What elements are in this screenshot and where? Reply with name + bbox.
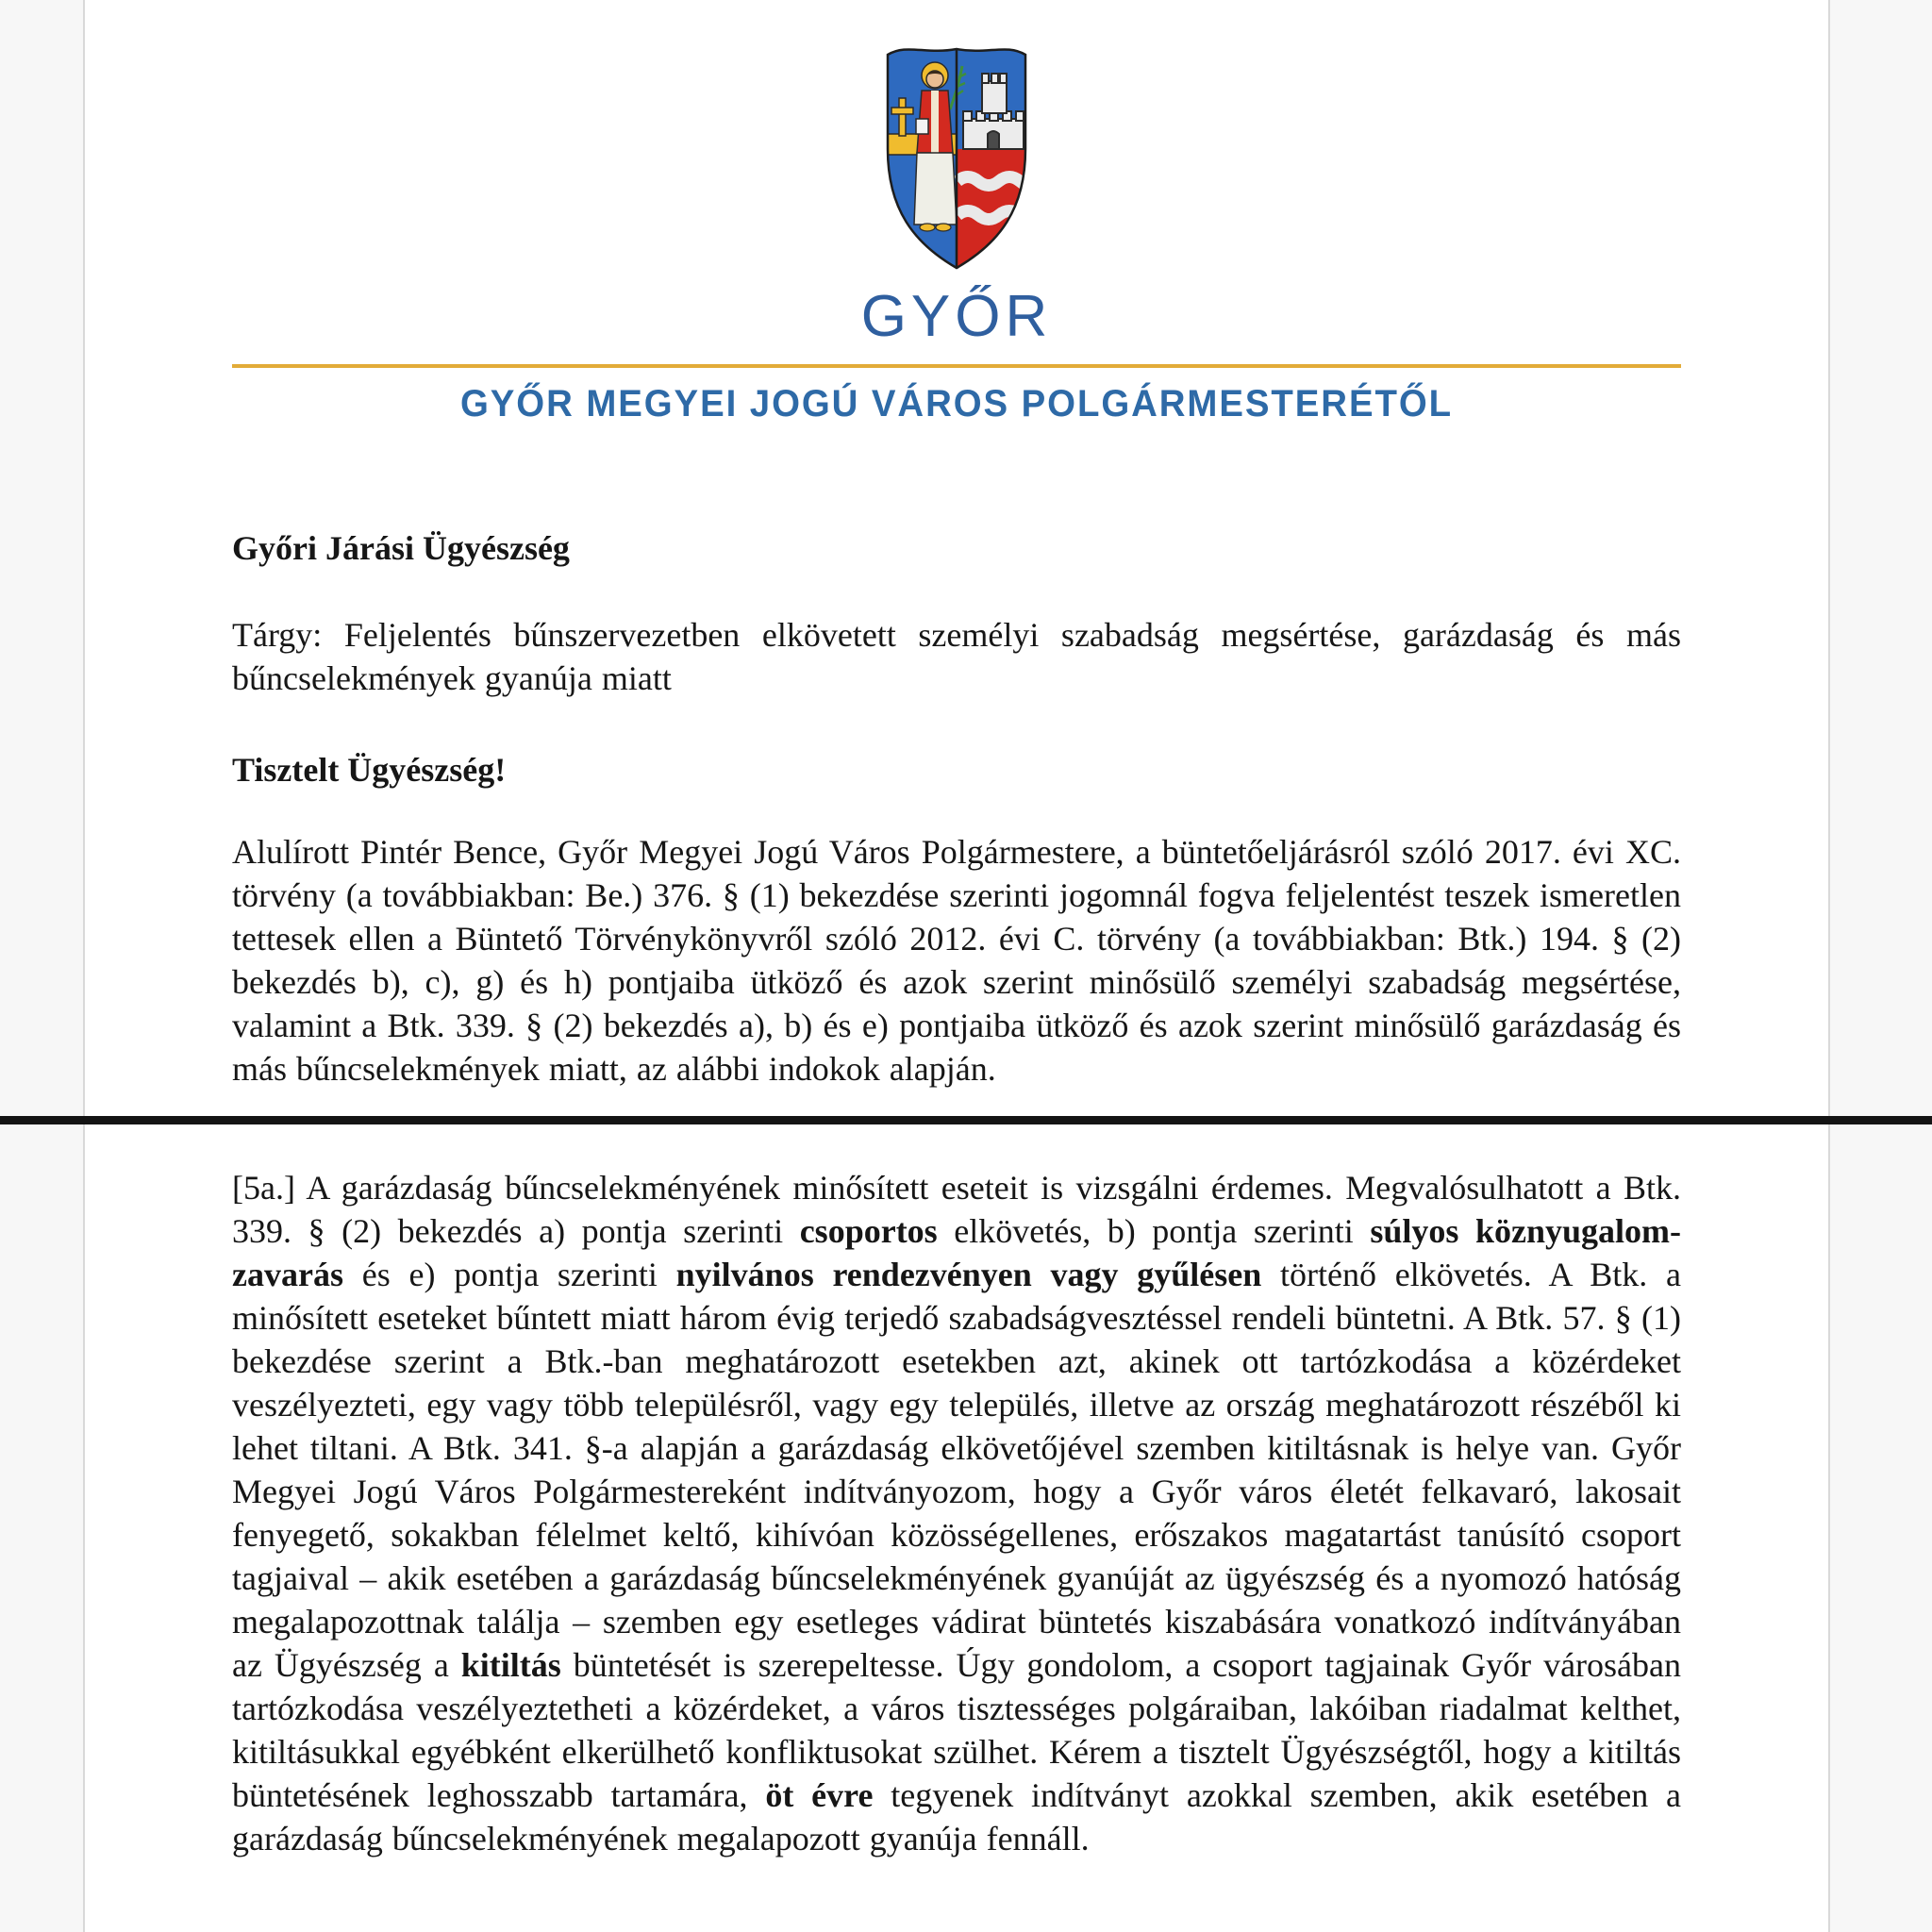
office-title: GYŐR MEGYEI JOGÚ VÁROS POLGÁRMESTERÉTŐL [459,383,1454,425]
gyor-coat-of-arms-icon [232,38,1681,278]
page-2 [83,1124,1830,1932]
salutation-line: Tisztelt Ügyészség! [232,751,507,789]
city-wordmark: GYŐR [860,284,1053,349]
subject-line: Tárgy: Feljelentés bűnszervezetben elkövetett személyi szabadság megsértése, garázdaság és más bűncselekmények gyanúja miatt [232,616,1681,697]
page-1 [83,0,1830,1116]
gold-divider [232,364,1681,368]
letter-paragraph-1: Alulírott Pintér Bence, Győr Megyei Jogú Város Polgármestere, a büntetőeljárásról szóló 2017. évi XC. törvény (a továbbiakban: Be.) 376. § (1) bekezdése szerinti jogomnál fogva feljelentést teszek ismeretlen tettesek ellen a Büntető Törvénykönyvről szóló 2012. évi C. törvény (a továbbiakban: Btk.) 194. § (2) bekezdés b), c), g) és h) pontjaiba ütköző és azok szerint minősülő személyi szabadság megsértése, valamint a Btk. 339. § (2) bekezdés a), b) és e) pontjaiba ütköző és azok szerint minősülő garázdaság és más bűncselekmények miatt, az alábbi indokok alapján. [232,833,1681,1088]
page-break-line [0,1116,1932,1124]
letter-paragraph-5a: [5a.] A garázdaság bűncselekményének minősített eseteit is vizsgálni érdemes. Megvalósulhatott a Btk. 339. § (2) bekezdés a) pontja szerinti csoportos elkövetés, b) pontja szerinti súlyos köznyugalom-zavarás és e) pontja szerinti nyilvános rendezvényen vagy gyűlésen történő elkövetés. A Btk. a minősített eseteket bűntett miatt három évig terjedő szabadságvesztéssel rendeli büntetni. A Btk. 57. § (1) bekezdése szerint a Btk.-ban meghatározott esetekben azt, akinek ott tartózkodása a közérdeket veszélyezteti, egy vagy több településről, vagy egy település, illetve az ország meghatározott részéből ki lehet tiltani. A Btk. 341. §-a alapján a garázdaság elkövetőjével szemben kitiltásnak is helye van. Győr Megyei Jogú Város Polgármestereként indítványozom, hogy a Győr város életét felkavaró, lakosait fenyegető, sokakban félelmet keltő, kihívóan közösségellenes, erőszakos magatartást tanúsító csoport tagjaival – akik esetében a garázdaság bűncselekményének gyanúját az ügyészség és a nyomozó hatóság megalapozottnak találja – szemben egy esetleges vádirat büntetés kiszabására vonatkozó indítványában az Ügyészség a kitiltás büntetését is szerepeltesse. Úgy gondolom, a csoport tagjainak Győr városában tartózkodása veszélyeztetheti a közérdeket, a város tisztességes polgáraiban, lakóiban riadalmat kelthet, kitiltásukkal egyébként elkerülhető konfliktusokat szülhet. Kérem a tisztelt Ügyészségtől, hogy a kitiltás büntetésének leghosszabb tartamára, öt évre tegyenek indítványt azokkal szemben, akik esetében a garázdaság bűncselekményének megalapozott gyanúja fennáll. [232,1169,1682,1857]
recipient-line: Győri Járási Ügyészség [232,529,570,567]
